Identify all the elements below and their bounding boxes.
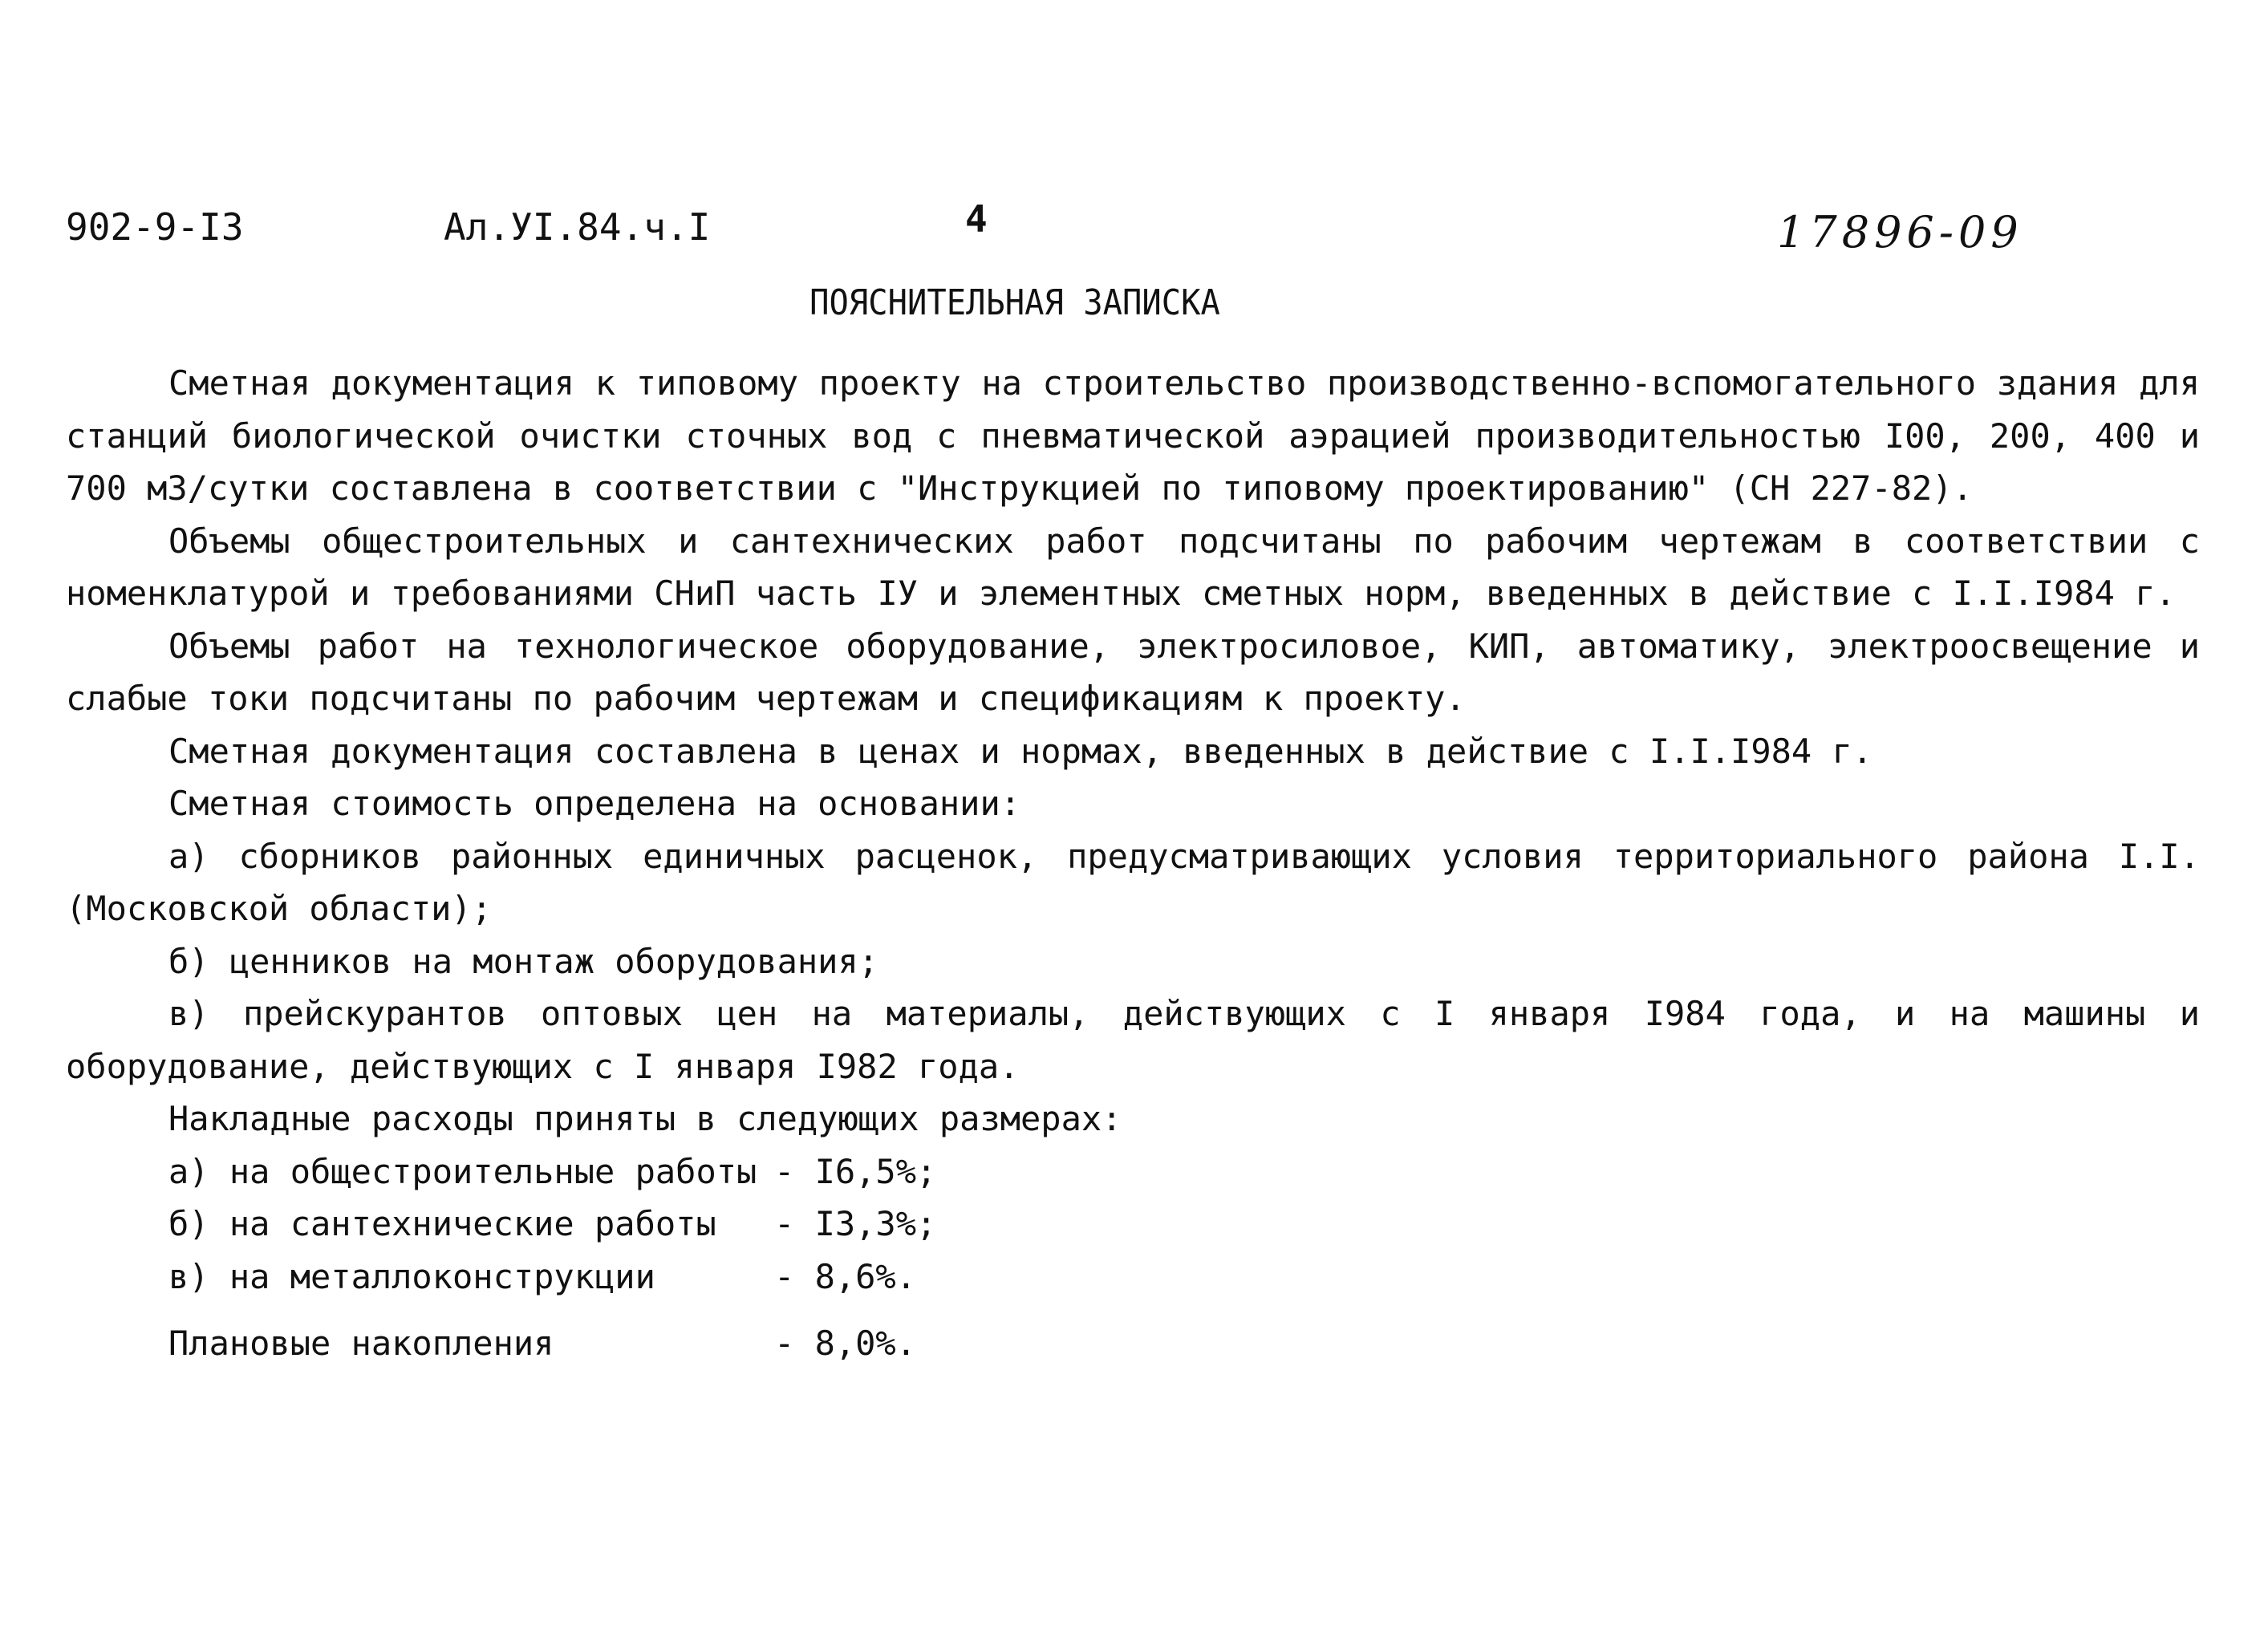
page-number: 4 [965, 197, 988, 241]
planned-savings-label: Плановые накопления [168, 1324, 554, 1363]
paragraph-intro: Сметная документация к типовому проекту на строительство производственно-вспомогательного здания для станций биологической очистки сточных вод с пневматической аэрацией производительностью I00, 200, 400 и 700 м3/сутки составлена в соответствии с "Инструкцией по типовому проектированию" (СН 227-82). [66, 363, 2200, 508]
overheads-intro: Накладные расходы приняты в следующих размерах: [168, 1099, 1122, 1138]
overhead-row-metal [66, 1251, 2200, 1304]
document-body [66, 357, 2200, 1370]
basis-item-c: в) прейскурантов оптовых цен на материалы, действующих с I января I984 года, и на машины и оборудование, действующих с I января I982 года. [66, 994, 2200, 1086]
overhead-value: - I6,5%; [774, 1151, 937, 1191]
planned-savings-row [66, 1317, 2200, 1370]
paragraph-volumes-construction: Объемы общестроительных и сантехнических работ подсчитаны по рабочим чертежам в соответствии с номенклатурой и требованиями СНиП часть IУ и элементных сметных норм, введенных в действие с I.I.I984 г. [66, 521, 2200, 613]
album-reference: Ал.УI.84.ч.I [444, 205, 711, 249]
overhead-label: в) на металлоконструкции [168, 1256, 655, 1296]
overhead-row-plumbing [66, 1198, 2200, 1251]
handwritten-inventory-number: 17896-09 [1777, 207, 2023, 257]
overhead-row-construction [66, 1145, 2200, 1198]
paragraph-volumes-equipment: Объемы работ на технологическое оборудование, электросиловое, КИП, автоматику, электроосвещение и слабые токи подсчитаны по рабочим чертежам и спецификациям к проекту. [66, 626, 2200, 718]
document-code: 902-9-I3 [66, 205, 244, 249]
overhead-label: б) на сантехнические работы [168, 1204, 716, 1243]
paragraph-prices: Сметная документация составлена в ценах и нормах, введенных в действие с I.I.I984 г. [168, 731, 1873, 771]
overhead-value: - I3,3%; [774, 1204, 937, 1243]
basis-item-a: а) сборников районных единичных расценок, предусматривающих условия территориального района I.I. (Московской области); [66, 836, 2200, 928]
basis-intro: Сметная стоимость определена на основании: [168, 784, 1021, 823]
overhead-label: а) на общестроительные работы [168, 1151, 757, 1191]
overhead-value: - 8,6%. [774, 1256, 917, 1296]
basis-item-b: б) ценников на монтаж оборудования; [168, 941, 879, 981]
page-title: ПОЯСНИТЕЛЬНАЯ ЗАПИСКА [809, 282, 1220, 323]
planned-savings-value: - 8,0%. [774, 1324, 917, 1363]
